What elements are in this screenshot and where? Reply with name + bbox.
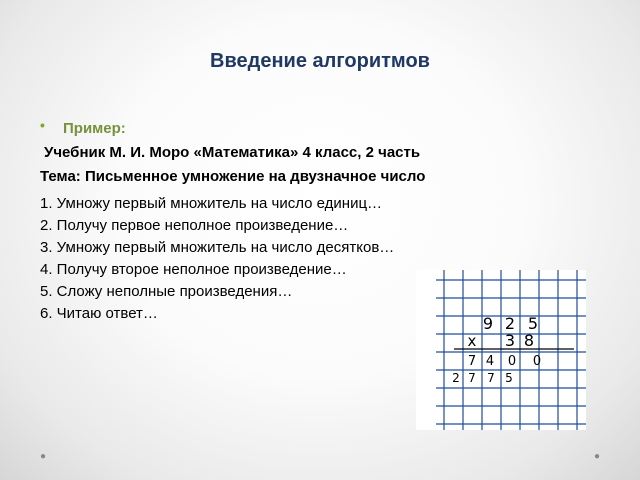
digit: 7	[468, 371, 476, 385]
digit: 7	[487, 371, 495, 385]
bullet-label: Пример:	[63, 120, 126, 137]
digit: 0	[507, 354, 517, 369]
slide-title: Введение алгоритмов	[210, 50, 430, 72]
step-6: 6. Читаю ответ…	[40, 305, 158, 322]
digit: 2	[504, 314, 516, 333]
digit: 8	[523, 331, 535, 350]
multiplication-grid	[416, 270, 586, 430]
digit: 5	[527, 314, 539, 333]
step-3: 3. Умножу первый множитель на число десятков…	[40, 239, 395, 256]
bullet-dot-icon: •	[40, 117, 45, 133]
corner-dot-right-icon: ●	[594, 451, 601, 462]
digit: 3	[504, 331, 516, 350]
step-4: 4. Получу второе неполное произведение…	[40, 261, 347, 278]
digit: 9	[482, 314, 494, 333]
step-5: 5. Сложу неполные произведения…	[40, 283, 293, 300]
step-1: 1. Умножу первый множитель на число единиц…	[40, 195, 383, 212]
digit: 5	[505, 371, 513, 385]
multiply-sign: x	[467, 332, 477, 350]
topic-line: Тема: Письменное умножение на двузначное число	[40, 168, 426, 185]
corner-dot-left-icon: ●	[40, 451, 47, 462]
grid-lines	[436, 270, 586, 430]
digit: 7	[467, 354, 477, 369]
textbook-line: Учебник М. И. Моро «Математика» 4 класс, 2 часть	[44, 144, 421, 161]
digit: 2	[452, 371, 460, 385]
digit: 4	[485, 354, 495, 369]
digit: 0	[532, 354, 542, 369]
grid-svg	[416, 270, 586, 430]
step-2: 2. Получу первое неполное произведение…	[40, 217, 349, 234]
